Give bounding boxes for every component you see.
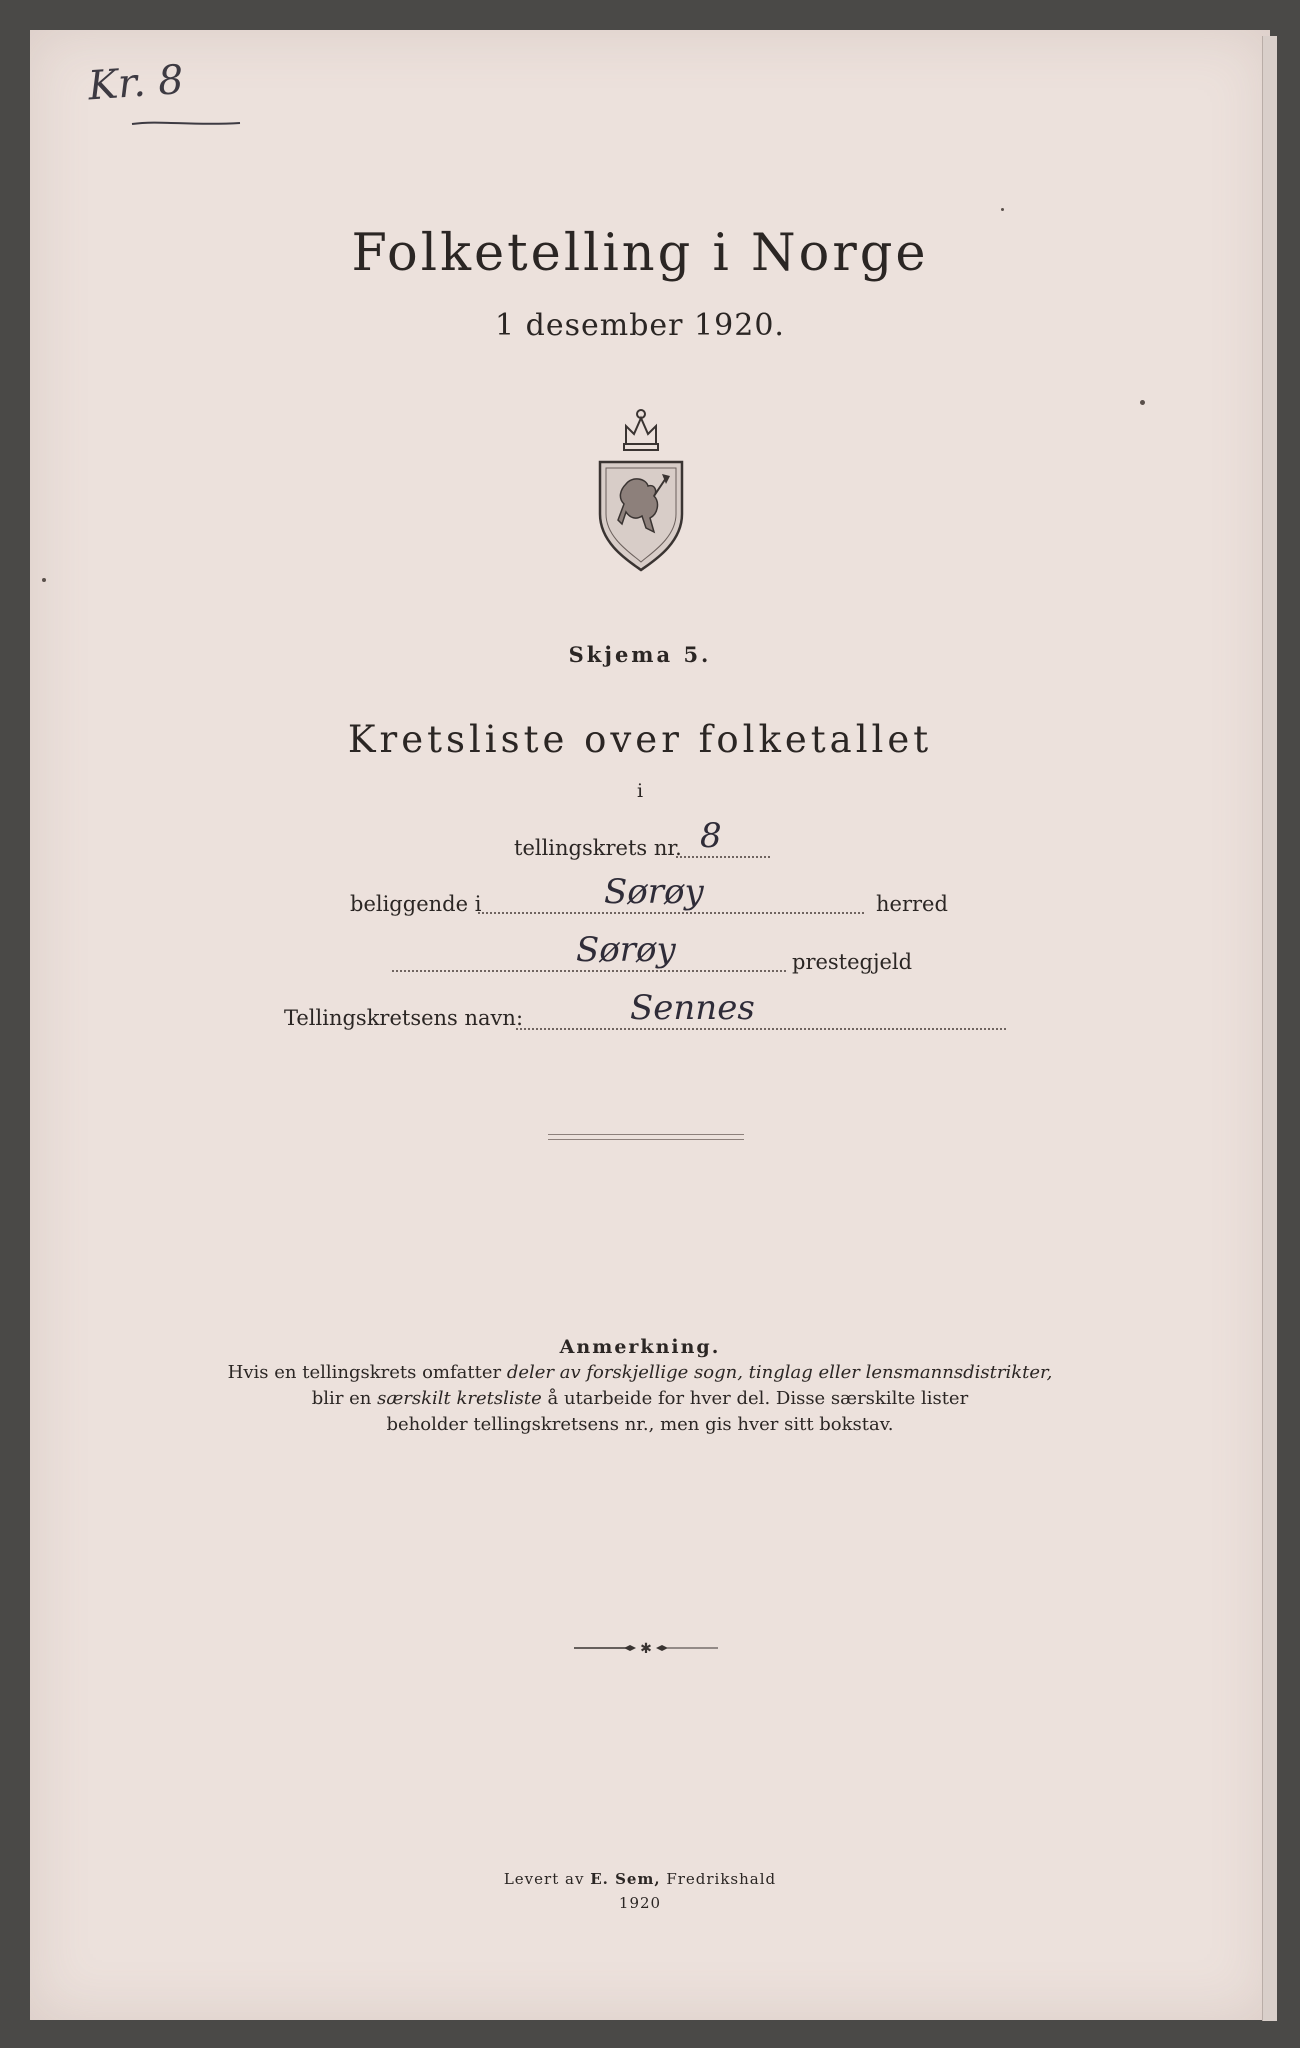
tellingskrets-line [676,856,770,858]
note-heading: Anmerkning. [559,1336,721,1358]
prestegjeld-line [392,970,786,972]
corner-underline [130,118,242,128]
document-subtitle: Kretsliste over folketallet [347,718,933,761]
note-line-1 [0,1362,1280,1383]
prestegjeld-label: prestegjeld [792,950,913,974]
tellingskrets-value: 8 [700,816,722,856]
paper-speck [1001,208,1004,211]
page-title: Folketelling i Norge [351,224,929,283]
beliggende-line [478,912,864,914]
note-line-3: beholder tellingskretsens nr., men gis hver sitt bokstav. [386,1414,894,1435]
note-line-2-text-b: å utarbeide for hver del. Disse særskilte lister [541,1388,969,1409]
paper-speck [42,578,46,582]
ornament-divider [572,1638,720,1658]
coat-of-arms-icon [592,404,690,574]
tellingskrets-label: tellingskrets nr. [514,836,682,860]
printer-prefix: Levert av [503,1870,591,1888]
printer-city: Fredrikshald [660,1870,777,1888]
printer-year: 1920 [618,1894,662,1912]
kretsnavn-value: Sennes [630,988,755,1028]
census-date: 1 desember 1920. [495,308,785,343]
printer-name: E. Sem, [590,1870,661,1888]
kretsnavn-label: Tellingskretsens navn: [284,1006,524,1030]
prestegjeld-value: Sørøy [576,930,676,970]
printer-line [0,1870,1280,1888]
paper-speck [1140,400,1145,405]
form-label: Skjema 5. [568,642,712,667]
svg-text:✱: ✱ [640,1641,652,1657]
preposition-i: i [636,780,644,802]
divider-line [548,1139,744,1140]
corner-annotation: Kr. 8 [86,56,186,110]
divider-line [548,1134,744,1135]
beliggende-value: Sørøy [604,872,704,912]
note-line-2-text-a: blir en [311,1388,378,1409]
note-line-2-emphasis: særskilt kretsliste [377,1388,542,1409]
note-line-1-emphasis: deler av forskjellige sogn, tinglag eller lensmannsdistrikter, [506,1362,1053,1383]
kretsnavn-line [516,1028,1006,1030]
herred-label: herred [876,892,948,916]
beliggende-label: beliggende i [350,892,482,916]
note-line-1-text: Hvis en tellingskrets omfatter [227,1362,507,1383]
note-line-2 [0,1388,1280,1409]
